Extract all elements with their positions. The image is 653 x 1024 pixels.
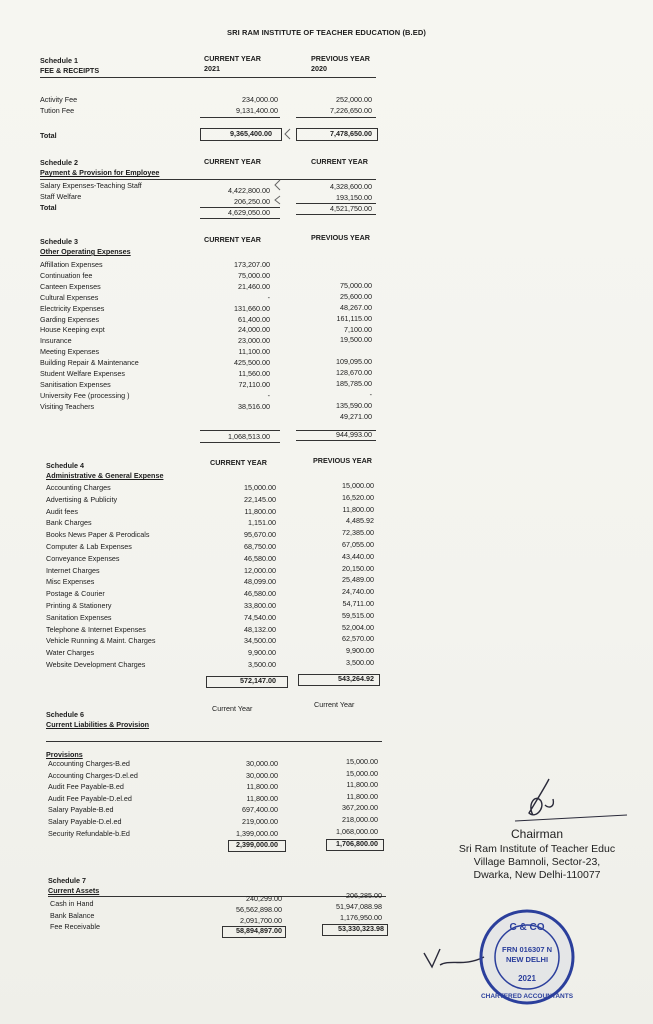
row-previous: 51,947,088.98	[336, 902, 382, 911]
row-current: 9,131,400.00	[236, 106, 278, 115]
row-label: Conveyance Expenses	[46, 553, 120, 563]
row-previous: 3,500.00	[346, 658, 374, 667]
row-label: Salary Expenses-Teaching Staff	[40, 181, 142, 190]
row-label: Printing & Stationery	[46, 601, 112, 610]
row-current: 240,299.00	[246, 894, 282, 903]
row-previous: 24,740.00	[342, 587, 374, 597]
row-label: Electricity Expenses	[40, 303, 105, 313]
row-label: Cultural Expenses	[40, 292, 99, 302]
row-label: Visiting Teachers	[40, 401, 95, 411]
schedule-2-col2-header: CURRENT YEAR	[311, 157, 368, 166]
row-current: 15,000.00	[244, 483, 276, 492]
row-current: 48,132.00	[244, 624, 276, 634]
row-previous: 161,115.00	[336, 313, 372, 323]
total-previous: 1,706,800.00	[336, 839, 378, 848]
row-current: 48,099.00	[244, 577, 276, 587]
row-previous: 4,485.92	[346, 516, 374, 526]
row-label: Accounting Charges-B.ed	[48, 759, 130, 768]
row-previous: 1,176,950.00	[340, 913, 382, 922]
row-label: Garding Expenses	[40, 314, 100, 324]
row-previous: 11,800.00	[342, 504, 374, 514]
tick-mark-icon	[272, 195, 282, 205]
row-current: 1,151.00	[248, 518, 276, 528]
row-label: Security Refundable-b.Ed	[48, 828, 130, 838]
schedule-1-rule	[40, 77, 376, 78]
address-line-2: Dwarka, New Delhi-110077	[473, 869, 601, 881]
row-previous: 67,055.00	[342, 540, 374, 549]
row-previous: 43,440.00	[342, 551, 374, 561]
row-label: Computer & Lab Expenses	[46, 542, 132, 551]
schedule-6-col2-header: Current Year	[314, 700, 355, 709]
row-previous: 218,000.00	[342, 815, 378, 824]
schedule-2-rule	[40, 179, 376, 180]
row-current: 38,516.00	[238, 401, 270, 411]
row-label: University Fee (processing )	[40, 390, 130, 400]
tick-mark-icon	[282, 128, 292, 140]
row-previous: 25,600.00	[340, 291, 372, 301]
row-previous: 7,100.00	[344, 324, 372, 334]
chairman-designation: Chairman	[510, 827, 564, 841]
row-label: Bank Charges	[46, 518, 92, 528]
ca-firm-stamp	[478, 908, 576, 1006]
row-previous: 15,000.00	[342, 481, 374, 490]
row-current: 95,670.00	[244, 530, 276, 540]
stamp-city: NEW DELHI	[505, 955, 549, 964]
institute-name: Sri Ram Institute of Teacher Educ	[458, 843, 616, 855]
schedule-3-col2-header: PREVIOUS YEAR	[311, 233, 370, 242]
row-label: Misc Expenses	[46, 577, 95, 587]
row-label: House Keeping expt	[40, 325, 105, 335]
row-current: 11,100.00	[238, 347, 270, 357]
row-previous: 49,271.00	[340, 411, 372, 421]
subtotal-rule	[296, 117, 376, 118]
document-title: SRI RAM INSTITUTE OF TEACHER EDUCATION (B.ED)	[227, 28, 426, 37]
total-current: 58,894,897.00	[236, 926, 282, 935]
row-current: 173,207.00	[234, 260, 270, 269]
row-current: 425,500.00	[234, 358, 270, 368]
row-label: Internet Charges	[46, 565, 100, 575]
row-label: Meeting Expenses	[40, 347, 100, 357]
row-current: 46,580.00	[244, 589, 276, 599]
row-current: -	[267, 292, 270, 302]
row-label: Accounting Charges	[46, 483, 111, 492]
row-previous: 15,000.00	[346, 757, 378, 766]
schedule-1-col2-year: 2020	[311, 64, 327, 73]
row-current: 22,145.00	[244, 494, 276, 504]
stamp-year: 2021	[518, 974, 536, 983]
row-previous: 48,267.00	[340, 302, 372, 312]
row-previous: 72,385.00	[342, 528, 374, 538]
row-label: Accounting Charges-D.el.ed	[48, 770, 138, 780]
row-label: Salary Payable-D.el.ed	[48, 817, 122, 826]
stamp-frn: FRN 016307 N	[501, 945, 553, 954]
schedule-2-heading: Schedule 2	[40, 158, 78, 167]
schedule-4-heading: Schedule 4	[46, 461, 84, 470]
row-previous: -	[369, 389, 372, 399]
schedule-6-rule	[46, 741, 382, 742]
stamp-bottom-text: CHARTERED ACCOUNTANTS	[480, 993, 574, 1000]
total-rule	[200, 442, 280, 443]
schedule-6-col1-header: Current Year	[212, 704, 253, 713]
row-current: 34,500.00	[244, 636, 276, 646]
row-label: Affillation Expenses	[40, 260, 103, 269]
row-previous: 206,285.00	[346, 891, 382, 900]
schedule-4-subheading: Administrative & General Expense	[46, 471, 164, 480]
row-previous: 4,328,600.00	[330, 182, 372, 191]
row-label: Vehicle Running & Maint. Charges	[46, 636, 156, 646]
row-previous: 109,095.00	[336, 357, 372, 367]
row-current: 68,750.00	[244, 542, 276, 551]
row-previous: 20,150.00	[342, 563, 374, 573]
row-previous: 11,800.00	[346, 780, 378, 790]
row-current: 24,000.00	[238, 325, 270, 335]
row-current: 3,500.00	[248, 660, 276, 669]
total-previous: 543,264.92	[338, 674, 374, 683]
row-label: Staff Welfare	[40, 192, 82, 201]
row-current: 23,000.00	[238, 336, 270, 346]
total-label: Total	[40, 131, 57, 140]
row-label: Audit fees	[46, 506, 78, 516]
total-rule	[200, 218, 280, 219]
row-current: 61,400.00	[238, 314, 270, 324]
row-previous: 9,900.00	[346, 646, 374, 656]
row-label: Website Development Charges	[46, 660, 146, 669]
schedule-4-col2-header: PREVIOUS YEAR	[313, 456, 372, 465]
schedule-7-subheading: Current Assets	[48, 886, 100, 895]
row-label: Building Repair & Maintenance	[40, 358, 139, 368]
row-current: -	[267, 390, 270, 400]
subtotal-rule	[200, 117, 280, 118]
schedule-2-subheading: Payment & Provision for Employee	[40, 168, 160, 177]
row-label: Audit Fee Payable-D.el.ed	[48, 793, 132, 803]
row-previous: 19,500.00	[340, 335, 372, 345]
row-label: Student Welfare Expenses	[40, 369, 125, 378]
row-current: 12,000.00	[244, 565, 276, 575]
row-current: 9,900.00	[248, 648, 276, 658]
row-label: Water Charges	[46, 648, 95, 658]
address-line-1: Village Bamnoli, Sector-23,	[473, 856, 601, 868]
row-current: 131,660.00	[234, 303, 270, 313]
row-label: Tution Fee	[40, 106, 75, 115]
total-previous: 944,993.00	[336, 430, 372, 439]
row-previous: 11,800.00	[346, 791, 378, 801]
row-current: 30,000.00	[246, 770, 278, 780]
total-current: 2,399,000.00	[236, 840, 278, 849]
subtotal-rule	[200, 430, 280, 431]
row-previous: 185,785.00	[336, 379, 372, 388]
row-current: 11,560.00	[238, 369, 270, 378]
schedule-4-col1-header: CURRENT YEAR	[210, 458, 267, 467]
row-previous: 25,489.00	[342, 575, 374, 585]
row-label: Bank Balance	[50, 911, 95, 920]
row-previous: 7,226,650.00	[330, 106, 372, 115]
row-current: 11,800.00	[246, 782, 278, 792]
schedule-1-subheading: FEE & RECEIPTS	[40, 66, 100, 75]
total-previous: 53,330,323.98	[338, 924, 384, 933]
row-previous: 62,570.00	[342, 634, 374, 644]
provisions-label: Provisions	[46, 750, 83, 759]
row-previous: 135,590.00	[336, 400, 372, 410]
row-current: 30,000.00	[246, 759, 278, 768]
row-previous: 54,711.00	[342, 599, 374, 608]
total-rule	[296, 214, 376, 215]
row-current: 234,000.00	[242, 95, 278, 104]
row-current: 4,422,800.00	[228, 186, 270, 195]
total-current: 572,147.00	[240, 676, 276, 685]
schedule-7-heading: Schedule 7	[48, 876, 86, 885]
total-current: 1,068,513.00	[228, 432, 270, 441]
row-current: 206,250.00	[234, 197, 270, 206]
total-rule	[296, 440, 376, 441]
total-label: Total	[40, 203, 57, 212]
row-previous: 16,520.00	[342, 492, 374, 502]
row-previous: 52,004.00	[342, 622, 374, 632]
row-previous: 252,000.00	[336, 95, 372, 104]
row-current: 697,400.00	[242, 805, 278, 815]
total-previous: 4,521,750.00	[330, 204, 372, 213]
row-current: 33,800.00	[244, 601, 276, 610]
row-label: Audit Fee Payable-B.ed	[48, 782, 124, 792]
total-current: 9,365,400.00	[230, 129, 272, 138]
schedule-6-subheading: Current Liabilities & Provision	[46, 720, 150, 729]
tick-mark-icon	[272, 179, 282, 191]
row-label: Cash in Hand	[50, 899, 94, 908]
row-label: Sanitation Expenses	[46, 612, 112, 622]
row-label: Advertising & Publicity	[46, 494, 118, 504]
row-label: Canteen Expenses	[40, 281, 101, 291]
row-previous: 367,200.00	[342, 803, 378, 813]
total-current: 4,629,050.00	[228, 208, 270, 217]
row-current: 2,091,700.00	[240, 916, 282, 925]
row-label: Continuation fee	[40, 270, 93, 280]
schedule-1-heading: Schedule 1	[40, 56, 78, 65]
schedule-1-col1-header: CURRENT YEAR	[204, 54, 261, 63]
row-current: 56,562,898.00	[236, 905, 282, 914]
schedule-1-col2-header: PREVIOUS YEAR	[311, 54, 370, 63]
row-previous: 193,150.00	[336, 193, 372, 202]
schedule-3-heading: Schedule 3	[40, 237, 78, 246]
row-previous: 1,068,000.00	[336, 826, 378, 836]
row-current: 219,000.00	[242, 817, 278, 826]
row-label: Telephone & Internet Expenses	[46, 624, 146, 634]
schedule-6-heading: Schedule 6	[46, 710, 84, 719]
row-previous: 59,515.00	[342, 610, 374, 620]
row-label: Books News Paper & Perodicals	[46, 530, 150, 540]
row-current: 11,800.00	[244, 506, 276, 516]
row-previous: 15,000.00	[346, 768, 378, 778]
row-current: 74,540.00	[244, 612, 276, 622]
row-label: Postage & Courier	[46, 589, 105, 599]
row-current: 72,110.00	[238, 379, 270, 389]
row-current: 1,399,000.00	[236, 828, 278, 838]
schedule-3-col1-header: CURRENT YEAR	[204, 235, 261, 244]
row-current: 46,580.00	[244, 553, 276, 563]
row-label: Sanitisation Expenses	[40, 379, 111, 389]
row-label: Fee Receivable	[50, 922, 100, 931]
stamp-seal-icon	[478, 908, 576, 1006]
total-previous: 7,478,650.00	[330, 129, 372, 138]
row-label: Insurance	[40, 336, 72, 346]
row-current: 75,000.00	[238, 270, 270, 280]
row-label: Salary Payable-B.ed	[48, 805, 114, 815]
row-label: Activity Fee	[40, 95, 78, 104]
row-previous: 75,000.00	[340, 280, 372, 290]
chairman-signature-icon	[505, 775, 635, 831]
row-current: 21,460.00	[238, 281, 270, 291]
row-previous: 128,670.00	[336, 368, 372, 378]
schedule-1-col1-year: 2021	[204, 64, 220, 73]
row-current: 11,800.00	[246, 793, 278, 803]
schedule-2-col1-header: CURRENT YEAR	[204, 157, 261, 166]
stamp-top-text: C & CO	[509, 922, 545, 933]
schedule-3-subheading: Other Operating Expenses	[40, 247, 131, 256]
